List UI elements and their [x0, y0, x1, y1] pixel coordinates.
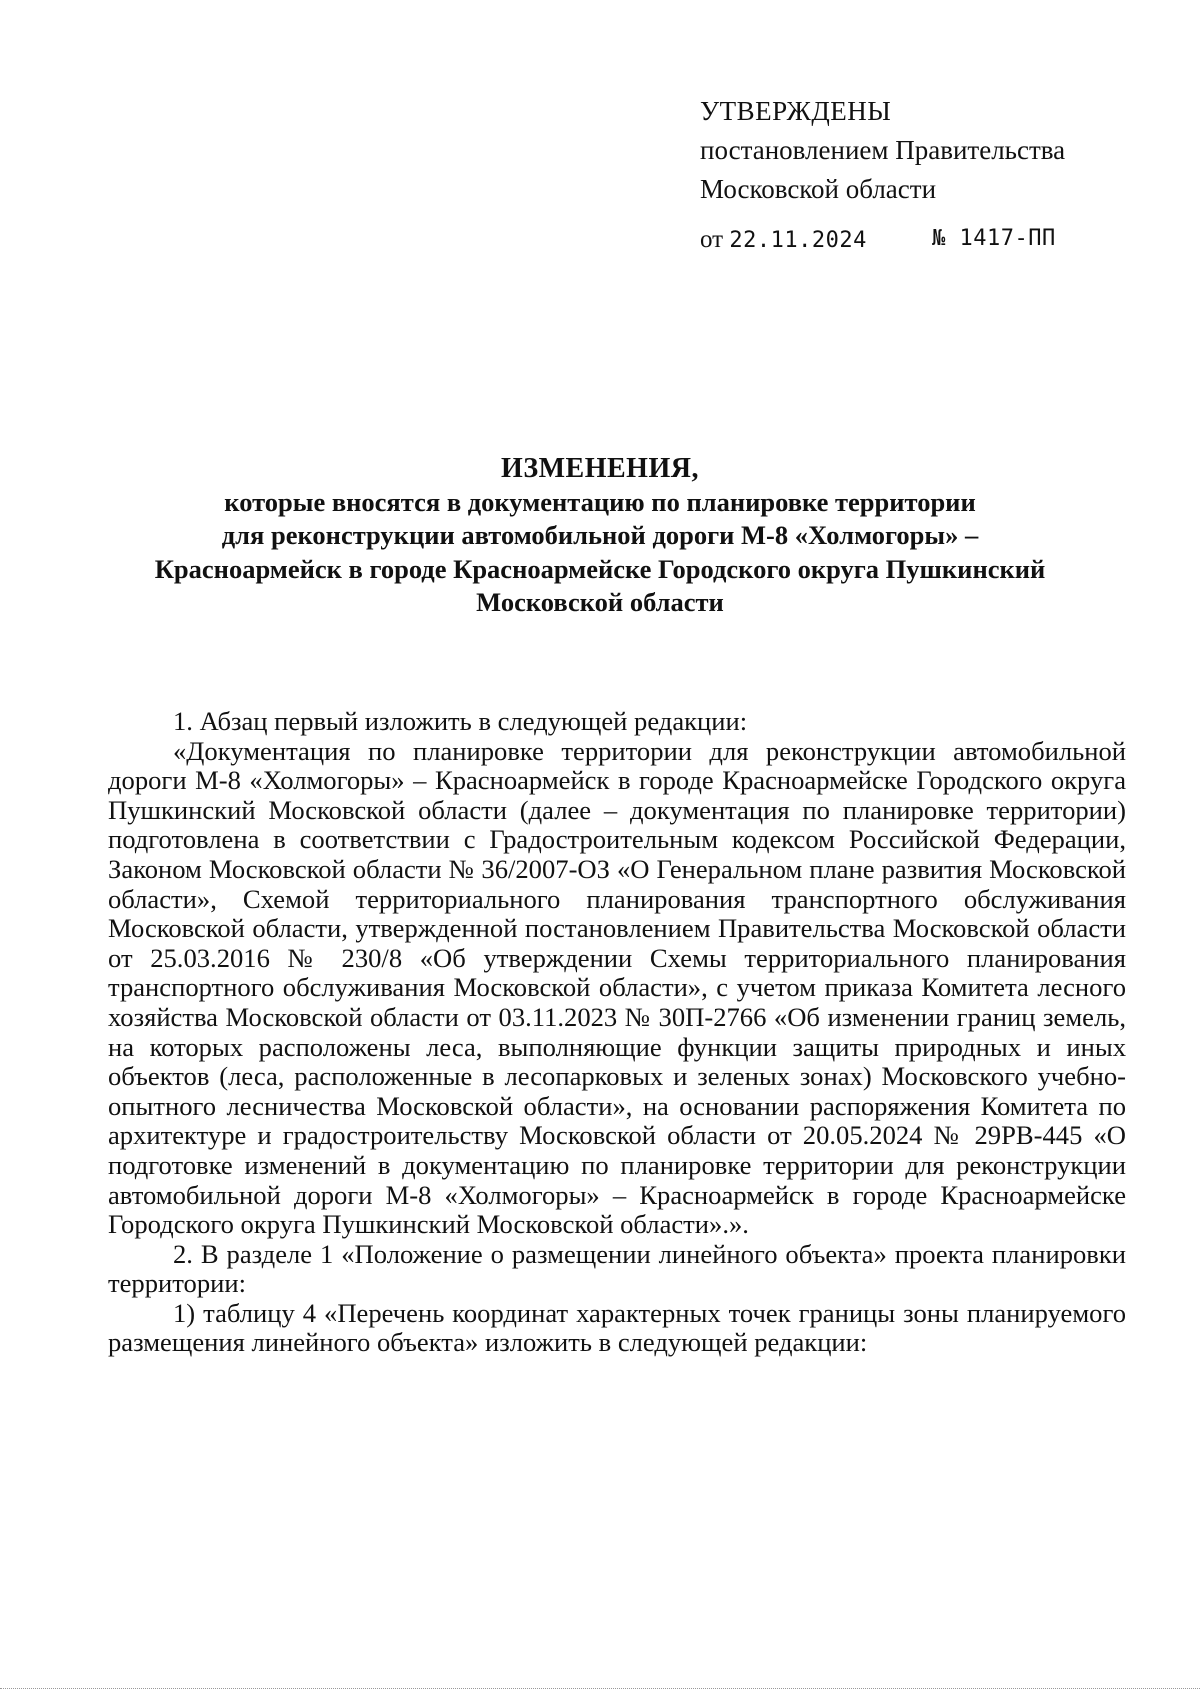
approval-date: 22.11.2024 [729, 228, 867, 253]
paragraph-3: 2. В разделе 1 «Положение о размещении линейного объекта» проекта планировки территории: [108, 1238, 1126, 1299]
title-line-2: для реконструкции автомобильной дороги М-8 «Холмогоры» – [221, 520, 979, 550]
title-line-4: Московской области [476, 587, 724, 617]
paragraph-2: «Документация по планировке территории для реконструкции автомобильной дороги М-8 «Холмогоры» – Красноармейск в городе Красноармейске Городского округа Пушкинский Московской области (далее – документация по планировке территории) подготовлена в соответствии с Градостроительным кодексом Российской Федерации, Законом Московской области № 36/2007-ОЗ «О Генеральном плане развития Московской области», Схемой территориального планирования транспортного обслуживания Московской области, утвержденной постановлением Правительства Московской области от 25.03.2016 № 230/8 «Об утверждении Схемы территориального планирования транспортного обслуживания Московской области», с учетом приказа Комитета лесного хозяйства Московской области от 03.11.2023 № 30П-2766 «Об изменении границ земель, на которых расположены леса, выполняющие функции защиты природных и иных объектов (леса, расположенные в лесопарковых и зеленых зонах) Московского учебно-опытного лесничества Московской области», на основании распоряжения Комитета по архитектуре и градостроительству Московской области от 20.05.2024 № 29РВ-445 «О подготовке изменений в документацию по планировке территории для реконструкции автомобильной дороги М-8 «Холмогоры» – Красноармейск в городе Красноармейске Городского округа Пушкинский Московской области».». [108, 735, 1126, 1240]
approval-line-1: постановлением Правительства [700, 135, 1066, 165]
document-title [100, 452, 1100, 620]
paragraph-1: 1. Абзац первый изложить в следующей редакции: [173, 706, 748, 736]
approval-dateline [700, 226, 1056, 254]
title-line-1: которые вносятся в документацию по планировке территории [224, 486, 976, 517]
title-main: ИЗМЕНЕНИЯ, [501, 453, 699, 484]
title-line-3: Красноармейск в городе Красноармейске Городского округа Пушкинский [154, 553, 1046, 584]
approval-stamp [700, 92, 1065, 209]
paragraph-4: 1) таблицу 4 «Перечень координат характерных точек границы зоны планируемого размещения линейного объекта» изложить в следующей редакции: [108, 1297, 1126, 1358]
approval-number: № 1417-ПП [932, 226, 1056, 251]
date-prefix: от [700, 226, 724, 253]
document-body [108, 707, 1126, 1358]
scan-edge-line [0, 1688, 1200, 1689]
approval-heading: УТВЕРЖДЕНЫ [700, 96, 892, 126]
approval-line-2: Московской области [700, 174, 937, 204]
